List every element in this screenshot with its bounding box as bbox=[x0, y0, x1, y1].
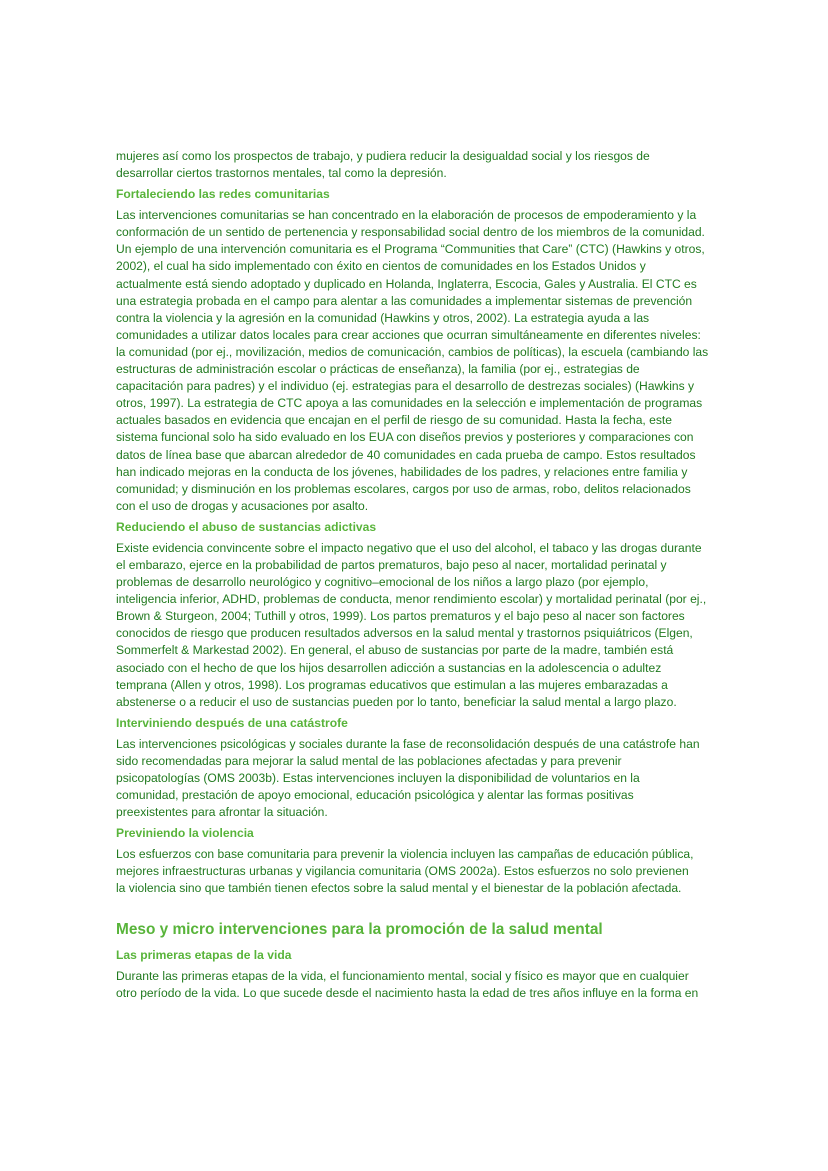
section-heading-community-networks: Fortaleciendo las redes comunitarias bbox=[116, 187, 330, 202]
section-body-early-life: Durante las primeras etapas de la vida, el funcionamiento mental, social y físico es mayor que en cualquier otro período de la vida. Lo que sucede desde el nacimiento hasta la edad de tres años influye en la forma en bbox=[116, 968, 699, 1000]
section-body-catastrophe: Las intervenciones psicológicas y sociales durante la fase de reconsolidación después de una catástrofe han sido recomendadas para mejorar la salud mental de las poblaciones afectadas y para prevenir psicopatologías (OMS 2003b). Estas intervenciones incluyen la disponibilidad de voluntarios en la comunidad, prestación de apoyo emocional, educación psicológica y alentar las formas positivas preexistentes para afrontar la situación. bbox=[116, 736, 700, 820]
section-body-community-networks: Las intervenciones comunitarias se han concentrado en la elaboración de procesos de empoderamiento y la conformación de un sentido de pertenencia y responsabilidad social dentro de los miembros de la comunidad. Un ejemplo de una intervención comunitaria es el Programa “Communities that Care” (CTC) (Hawkins y otros, 2002), el cual ha sido implementado con éxito en cientos de comunidades en los Estados Unidos y actualmente está siendo adoptado y duplicado en Holanda, Inglaterra, Escocia, Gales y Australia. El CTC es una estrategia probada en el campo para alentar a las comunidades a implementar sistemas de prevención contra la violencia y la agresión en la comunidad (Hawkins y otros, 2002). La estrategia ayuda a las comunidades a utilizar datos locales para crear acciones que ocurran simultáneamente en diferentes niveles: la comunidad (por ej., movilización, medios de comunicación, cambios de políticas), la escuela (cambiando las estructuras de administración escolar o prácticas de enseñanza), la familia (por ej., estrategias de capacitación para padres) y el individuo (ej. estrategias para el desarrollo de destrezas sociales) (Hawkins y otros, 1997). La estrategia de CTC apoya a las comunidades en la selección e implementación de programas actuales basados en evidencia que encajan en el perfil de riesgo de su comunidad. Hasta la fecha, este sistema funcional solo ha sido evaluado en los EUA con diseños previos y posteriores y comparaciones con datos de línea base que abarcan alrededor de 40 comunidades en cada prueba de campo. Estos resultados han indicado mejoras en la conducta de los jóvenes, habilidades de los padres, y relaciones entre familia y comunidad; y disminución en los problemas escolares, cargos por uso de armas, robo, delitos relacionados con el uso de drogas y acusaciones por asalto. bbox=[116, 208, 709, 513]
intro-paragraph: mujeres así como los prospectos de trabajo, y pudiera reducir la desigualdad social y los riesgos de desarrollar ciertos trastornos mentales, tal como la depresión. bbox=[116, 149, 650, 181]
section-heading-substance-abuse: Reduciendo el abuso de sustancias adictivas bbox=[116, 519, 377, 534]
section-heading-catastrophe: Interviniendo después de una catástrofe bbox=[116, 715, 348, 730]
section-heading-early-life: Las primeras etapas de la vida bbox=[116, 947, 292, 962]
section-body-violence: Los esfuerzos con base comunitaria para prevenir la violencia incluyen las campañas de educación pública, mejores infraestructuras urbanas y vigilancia comunitaria (OMS 2002a). Estos esfuerzos no solo previenen la violencia sino que también tienen efectos sobre la salud mental y el bienestar de la población afectada. bbox=[116, 847, 694, 896]
section-heading-violence: Previniendo la violencia bbox=[116, 826, 254, 841]
main-section-title: Meso y micro intervenciones para la promoción de la salud mental bbox=[116, 920, 603, 938]
section-body-substance-abuse: Existe evidencia convincente sobre el impacto negativo que el uso del alcohol, el tabaco y las drogas durante el embarazo, ejerce en la probabilidad de partos prematuros, bajo peso al nacer, mortalidad perinatal y problemas de desarrollo neurológico y cognitivo–emocional de los niños a largo plazo (por ejemplo, inteligencia inferior, ADHD, problemas de conducta, menor rendimiento escolar) y mortalidad perinatal (por ej., Brown & Sturgeon, 2004; Tuthill y otros, 1999). Los partos prematuros y el bajo peso al nacer son factores conocidos de riesgo que producen resultados adversos en la salud mental y trastornos psiquiátricos (Elgen, Sommerfelt & Markestad 2002). En general, el abuso de sustancias por parte de la madre, también está asociado con el hecho de que los hijos desarrollen adicción a sustancias en la adolescencia o adultez temprana (Allen y otros, 1998). Los programas educativos que estimulan a las mujeres embarazadas a abstenerse o a reducir el uso de sustancias pueden por lo tanto, beneficiar la salud mental a largo plazo. bbox=[116, 540, 707, 709]
document-page bbox=[116, 148, 716, 1006]
